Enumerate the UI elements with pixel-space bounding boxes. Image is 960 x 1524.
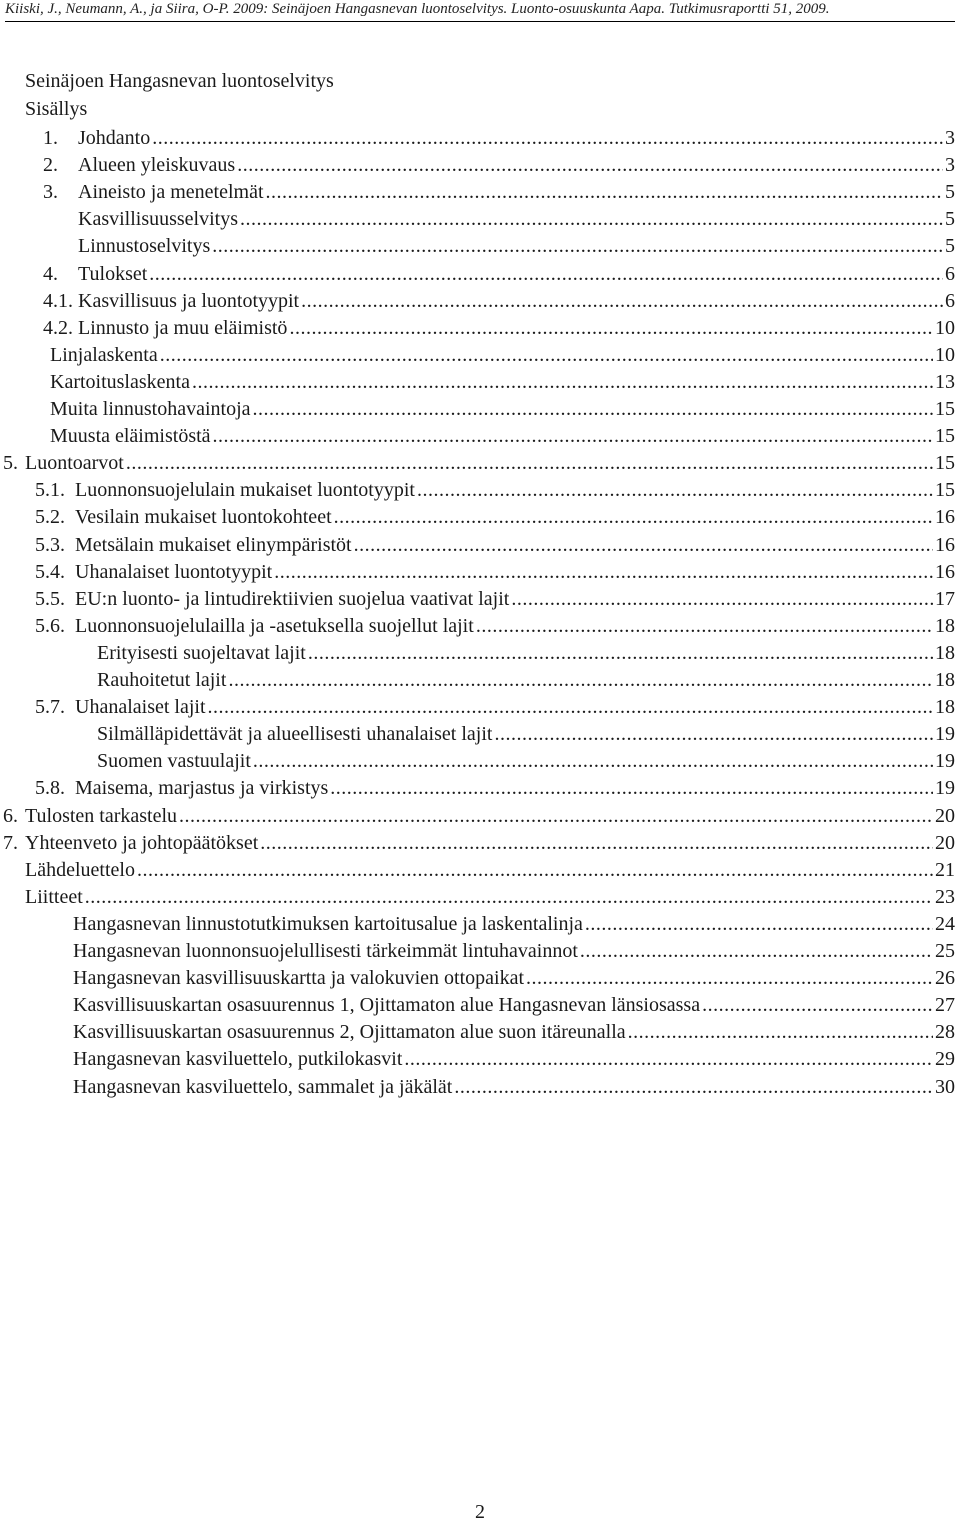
toc-dot-leader <box>137 856 933 884</box>
toc-entry-page: 30 <box>935 1075 955 1098</box>
toc-entry-text: Linnusto ja muu eläimistö <box>78 316 288 339</box>
toc-dot-leader <box>511 585 933 613</box>
toc-entry-number: 5.6. <box>35 614 65 637</box>
toc-entry[interactable] <box>35 476 955 504</box>
toc-entry-page: 5 <box>945 181 955 204</box>
toc-entry-text: Hangasnevan linnustotutkimuksen kartoitusalue ja laskentalinja <box>73 912 583 935</box>
toc-dot-leader <box>274 558 933 586</box>
toc-entry-text: Lähdeluettelo <box>25 858 135 881</box>
toc-entry[interactable] <box>78 232 955 260</box>
toc-entry[interactable] <box>3 449 955 477</box>
toc-entry-page: 16 <box>935 506 955 529</box>
toc-entry-text: Tulosten tarkastelu <box>25 804 178 827</box>
toc-dot-leader <box>149 260 943 288</box>
toc-dot-leader <box>330 774 933 802</box>
toc-dot-leader <box>308 639 933 667</box>
toc-entry[interactable] <box>35 558 955 586</box>
toc-entry-text: Johdanto <box>78 127 151 149</box>
toc-entry-page: 15 <box>935 425 955 448</box>
toc-entry-page: 16 <box>935 533 955 556</box>
toc-entry-text: Tulokset <box>78 262 148 285</box>
toc-entry-text: Maisema, marjastus ja virkistys <box>75 777 329 800</box>
toc-entry[interactable] <box>78 205 955 233</box>
toc-entry-text: Hangasnevan kasvillisuuskartta ja valokuvien ottopaikat <box>73 967 524 990</box>
toc-entry-text: Rauhoitetut lajit <box>97 669 227 691</box>
toc-dot-leader <box>494 720 933 748</box>
toc-entry-number: 5.4. <box>35 560 65 583</box>
toc-dot-leader <box>260 829 933 857</box>
toc-dot-leader <box>585 910 933 938</box>
toc-entry-text: Aineisto ja menetelmät <box>78 181 264 204</box>
toc-entry-number: 5.1. <box>35 479 65 502</box>
toc-dot-leader <box>253 747 933 775</box>
toc-entry-page: 13 <box>935 370 955 393</box>
toc-dot-leader <box>212 232 943 260</box>
toc-dot-leader <box>213 422 933 450</box>
toc-entry[interactable] <box>97 666 955 694</box>
toc-entry-page: 10 <box>935 343 955 366</box>
toc-entry-page: 19 <box>935 750 955 773</box>
toc-entry-number: 5.2. <box>35 506 65 529</box>
toc-entry-text: Linnustoselvitys <box>78 235 211 258</box>
running-header: Kiiski, J., Neumann, A., ja Siira, O-P. 2009: Seinäjoen Hangasnevan luontoselvitys. Luonto-osuuskunta Aapa. Tutkimusraportti 51, 2009. <box>5 1 830 17</box>
toc-entry[interactable] <box>50 341 955 369</box>
toc-dot-leader <box>334 503 933 531</box>
toc-entry-number: 5.5. <box>35 587 65 610</box>
toc-dot-leader <box>240 205 943 233</box>
toc-entry-page: 24 <box>935 912 955 935</box>
toc-entry-text: Liitteet <box>25 885 83 908</box>
toc-entry[interactable] <box>3 829 955 857</box>
toc-entry-text: Muita linnustohavaintoja <box>50 398 251 420</box>
toc-entry-number: 6. <box>3 804 18 827</box>
toc-entry-text: Luontoarvot <box>25 452 124 475</box>
toc-entry[interactable] <box>35 693 955 721</box>
toc-entry-page: 15 <box>935 398 955 420</box>
toc-entry[interactable] <box>43 124 955 152</box>
toc-entry-number: 5.3. <box>35 533 65 556</box>
toc-entry[interactable] <box>43 178 955 206</box>
toc-entry-page: 3 <box>945 127 955 149</box>
toc-dot-leader <box>580 937 933 965</box>
toc-dot-leader <box>454 1073 933 1101</box>
toc-entry[interactable] <box>35 503 955 531</box>
toc-entry-page: 21 <box>935 858 955 881</box>
toc-dot-leader <box>702 991 933 1019</box>
toc-entry[interactable] <box>35 774 955 802</box>
toc-dot-leader <box>266 178 944 206</box>
toc-entry-page: 28 <box>935 1021 955 1044</box>
toc-entry-page: 5 <box>945 235 955 258</box>
toc-dot-leader <box>85 883 933 911</box>
toc-entry-page: 23 <box>935 885 955 908</box>
toc-dot-leader <box>628 1018 933 1046</box>
toc-dot-leader <box>208 693 933 721</box>
toc-entry-number: 5.8. <box>35 777 65 800</box>
toc-dot-leader <box>476 612 933 640</box>
toc-entry[interactable] <box>43 287 955 315</box>
toc-entry[interactable] <box>50 368 955 396</box>
toc-entry-text: Hangasnevan kasviluettelo, sammalet ja jäkälät <box>73 1075 453 1098</box>
toc-entry-number: 7. <box>3 831 18 854</box>
toc-entry-page: 6 <box>945 289 955 312</box>
toc-entry-page: 5 <box>945 208 955 231</box>
toc-entry-text: Hangasnevan kasviluettelo, putkilokasvit <box>73 1048 403 1071</box>
toc-entry[interactable] <box>73 991 955 1019</box>
toc-dot-leader <box>237 151 943 179</box>
toc-dot-leader <box>417 476 933 504</box>
document-title: Seinäjoen Hangasnevan luontoselvitys <box>25 70 334 92</box>
toc-entry-page: 18 <box>935 641 955 664</box>
toc-dot-leader <box>228 666 933 694</box>
toc-entry-page: 27 <box>935 994 955 1017</box>
toc-entry-number: 3. <box>43 181 58 204</box>
toc-entry[interactable] <box>73 910 955 938</box>
toc-entry-page: 10 <box>935 316 955 339</box>
toc-entry-number: 5. <box>3 452 18 475</box>
toc-entry-page: 20 <box>935 804 955 827</box>
toc-entry-page: 18 <box>935 696 955 719</box>
toc-entry-text: Linjalaskenta <box>50 343 158 366</box>
toc-dot-leader <box>354 531 933 559</box>
toc-dot-leader <box>289 314 933 342</box>
toc-entry-text: Kasvillisuuskartan osasuurennus 1, Ojittamaton alue Hangasnevan länsiosassa <box>73 994 701 1017</box>
toc-entry-text: Yhteenveto ja johtopäätökset <box>25 831 259 854</box>
toc-entry-page: 26 <box>935 967 955 990</box>
toc-entry-text: Luonnonsuojelulain mukaiset luontotyypit <box>75 479 415 502</box>
page-number: 2 <box>475 1501 485 1523</box>
toc-entry-text: Kartoituslaskenta <box>50 370 190 393</box>
toc-entry-text: Kasvillisuuskartan osasuurennus 2, Ojittamaton alue suon itäreunalla <box>73 1021 626 1044</box>
toc-entry-page: 16 <box>935 560 955 583</box>
toc-entry[interactable] <box>97 747 955 775</box>
header-rule <box>5 21 955 22</box>
toc-entry[interactable] <box>35 531 955 559</box>
toc-dot-leader <box>192 368 933 396</box>
toc-entry-page: 17 <box>935 587 955 610</box>
toc-entry-page: 19 <box>935 777 955 800</box>
toc-entry-text: Kasvillisuus ja luontotyypit <box>78 289 300 312</box>
toc-entry-page: 18 <box>935 669 955 691</box>
toc-entry-text: Muusta eläimistöstä <box>50 425 211 448</box>
toc-entry-number: 4.1. <box>43 289 73 312</box>
toc-entry-number: 4.2. <box>43 316 73 339</box>
toc-entry-text: Suomen vastuulajit <box>97 750 251 773</box>
toc-entry[interactable] <box>50 422 955 450</box>
toc-entry-page: 3 <box>945 154 955 177</box>
toc-entry-page: 15 <box>935 479 955 502</box>
toc-entry-text: Hangasnevan luonnonsuojelullisesti tärkeimmät lintuhavainnot <box>73 940 578 962</box>
toc-entry[interactable] <box>3 802 955 830</box>
toc-entry-text: Vesilain mukaiset luontokohteet <box>75 506 332 529</box>
toc-entry-number: 2. <box>43 154 58 177</box>
toc-entry-page: 29 <box>935 1048 955 1071</box>
toc-entry[interactable] <box>73 1018 955 1046</box>
toc-entry-text: Metsälain mukaiset elinympäristöt <box>75 533 352 556</box>
toc-entry[interactable] <box>35 585 955 613</box>
toc-entry[interactable] <box>73 1073 955 1101</box>
toc-entry-text: Alueen yleiskuvaus <box>78 154 236 177</box>
toc-entry[interactable] <box>50 395 955 423</box>
toc-entry-text: Kasvillisuusselvitys <box>78 208 239 231</box>
toc-entry-number: 1. <box>43 127 58 149</box>
toc-heading: Sisällys <box>25 98 88 120</box>
toc-entry[interactable] <box>43 151 955 179</box>
toc-entry-number: 5.7. <box>35 696 65 719</box>
toc-entry-page: 18 <box>935 614 955 637</box>
toc-entry[interactable] <box>25 883 955 911</box>
toc-entry-page: 15 <box>935 452 955 475</box>
toc-dot-leader <box>126 449 933 477</box>
toc-entry-text: Uhanalaiset lajit <box>75 696 206 719</box>
toc-dot-leader <box>404 1045 933 1073</box>
toc-entry-text: Luonnonsuojelulailla ja -asetuksella suojellut lajit <box>75 614 474 637</box>
toc-entry[interactable] <box>35 612 955 640</box>
toc-dot-leader <box>253 395 933 423</box>
toc-entry[interactable] <box>73 1045 955 1073</box>
toc-entry-text: Uhanalaiset luontotyypit <box>75 560 273 583</box>
toc-dot-leader <box>152 124 943 152</box>
toc-entry[interactable] <box>97 720 955 748</box>
toc-entry-page: 19 <box>935 723 955 746</box>
toc-entry-page: 25 <box>935 940 955 962</box>
toc-entry-page: 6 <box>945 262 955 285</box>
toc-dot-leader <box>179 802 933 830</box>
toc-dot-leader <box>301 287 943 315</box>
toc-dot-leader <box>526 964 933 992</box>
toc-dot-leader <box>160 341 933 369</box>
toc-entry[interactable] <box>97 639 955 667</box>
toc-entry[interactable] <box>25 856 955 884</box>
toc-entry[interactable] <box>73 964 955 992</box>
toc-entry-number: 4. <box>43 262 58 285</box>
toc-entry[interactable] <box>43 314 955 342</box>
toc-entry-text: Erityisesti suojeltavat lajit <box>97 641 306 664</box>
toc-entry[interactable] <box>73 937 955 965</box>
toc-entry-text: EU:n luonto- ja lintudirektiivien suojelua vaativat lajit <box>75 587 510 610</box>
toc-entry-page: 20 <box>935 831 955 854</box>
toc-entry[interactable] <box>43 260 955 288</box>
toc-entry-text: Silmälläpidettävät ja alueellisesti uhanalaiset lajit <box>97 723 493 746</box>
